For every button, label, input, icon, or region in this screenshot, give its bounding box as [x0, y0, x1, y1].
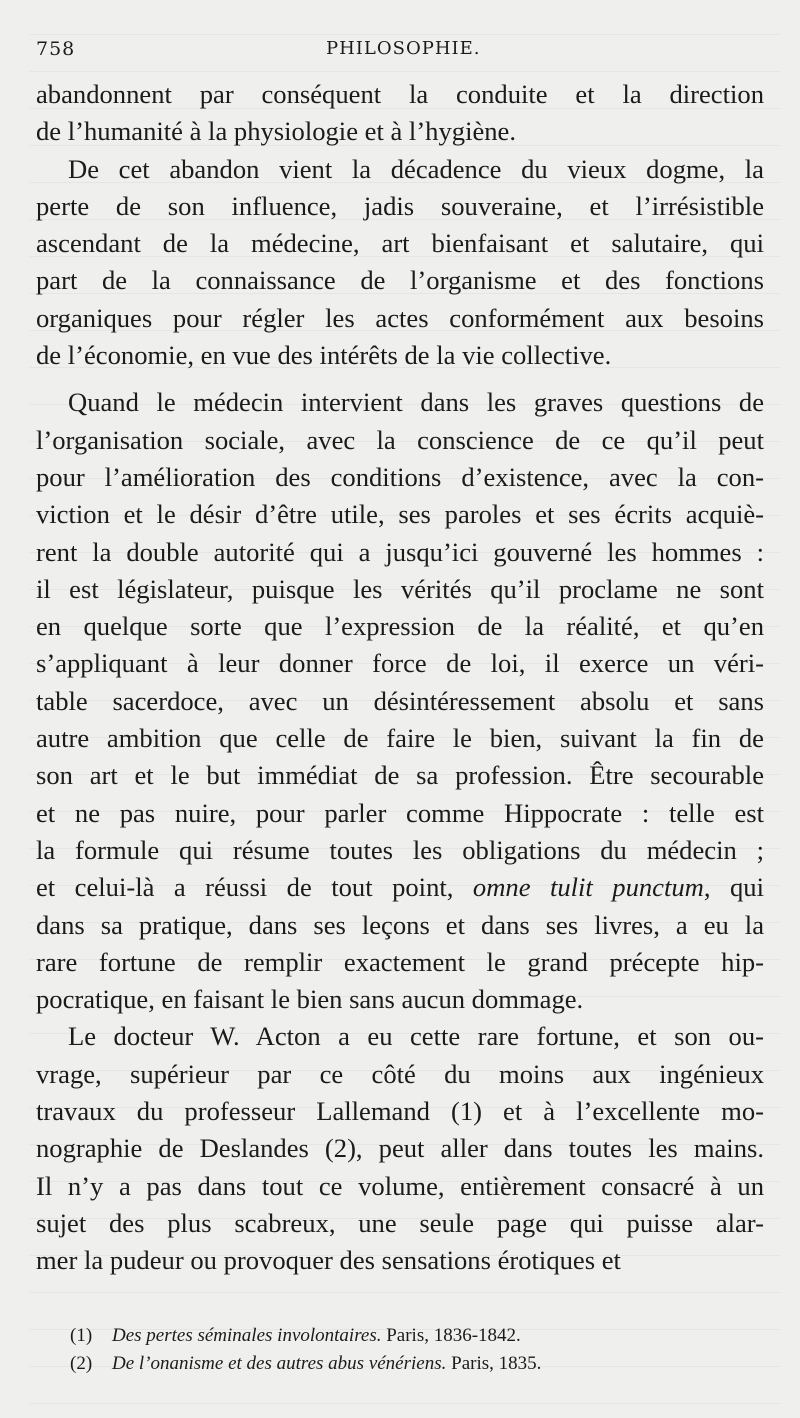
page-header — [36, 38, 760, 62]
text-line: rent la double autorité qui a jusqu’ici gouverné les hommes : — [36, 536, 764, 567]
footnote-title: De l’onanisme et des autres abus vénériens. — [112, 1353, 447, 1374]
text-line: autre ambition que celle de faire le bien, suivant la fin de — [36, 723, 764, 754]
text-line: il est législateur, puisque les vérités qu’il proclame ne sont — [36, 573, 764, 604]
text-line: organiques pour régler les actes conformément aux besoins — [36, 302, 764, 333]
text-line: l’organisation sociale, avec la conscience de ce qu’il peut — [36, 424, 764, 455]
text-line: part de la connaissance de l’organisme et des fonctions — [36, 265, 764, 296]
text-line: vrage, supérieur par ce côté du moins aux ingénieux — [36, 1058, 764, 1089]
text-line: viction et le désir d’être utile, ses paroles et ses écrits acquiè- — [36, 499, 764, 530]
page-number: 758 — [36, 38, 76, 60]
text-line: en quelque sorte que l’expression de la réalité, et qu’en — [36, 611, 764, 642]
bleed-through-line — [30, 1292, 780, 1293]
text-line: sujet des plus scabreux, une seule page qui puisse alar- — [36, 1207, 764, 1238]
paragraph — [36, 1018, 764, 1279]
text-line: nographie de Deslandes (2), peut aller dans toutes les mains. — [36, 1133, 764, 1164]
text-line: Quand le médecin intervient dans les graves questions de — [68, 387, 764, 418]
footnote-title: Des pertes séminales involontaires. — [112, 1325, 382, 1346]
text-line: son art et le but immédiat de sa profession. Être secourable — [36, 760, 764, 791]
text-line: et celui-là a réussi de tout point, omne tulit punctum, qui — [36, 872, 764, 903]
bleed-through-line — [30, 71, 780, 72]
text-line: Le docteur W. Acton a eu cette rare fortune, et son ou- — [68, 1021, 764, 1052]
footnote-publication: Paris, 1835. — [446, 1353, 542, 1374]
footnote-number: (1) — [70, 1325, 93, 1346]
text-line: perte de son influence, jadis souveraine, et l’irrésistible — [36, 190, 764, 221]
text-line: et ne pas nuire, pour parler comme Hippocrate : telle est — [36, 797, 764, 828]
footnote — [70, 1322, 750, 1350]
text-line: travaux du professeur Lallemand (1) et à l’excellente mo- — [36, 1096, 764, 1127]
bleed-through-line — [30, 1403, 780, 1404]
text-line: ascendant de la médecine, art bienfaisant et salutaire, qui — [36, 228, 764, 259]
text-line: de l’économie, en vue des intérêts de la vie collective. — [36, 340, 612, 371]
text-line: pocratique, en faisant le bien sans aucun dommage. — [36, 984, 584, 1015]
footnotes — [70, 1322, 750, 1378]
paragraph — [36, 151, 764, 375]
paragraph — [36, 384, 764, 1018]
text-line: dans sa pratique, dans ses leçons et dans ses livres, a eu la — [36, 909, 764, 940]
bleed-through-line — [30, 34, 780, 35]
footnote-publication: Paris, 1836-1842. — [381, 1325, 521, 1346]
body-text — [36, 76, 764, 1280]
text-line: pour l’amélioration des conditions d’existence, avec la con- — [36, 461, 764, 492]
text-line: rare fortune de remplir exactement le grand précepte hip- — [36, 946, 764, 977]
text-line: mer la pudeur ou provoquer des sensations érotiques et — [36, 1245, 621, 1276]
running-head: PHILOSOPHIE. — [326, 38, 481, 59]
text-line: abandonnent par conséquent la conduite et la direction — [36, 79, 764, 109]
text-line: de l’humanité à la physiologie et à l’hygiène. — [36, 116, 517, 147]
text-line: la formule qui résume toutes les obligations du médecin ; — [36, 834, 764, 865]
paragraph — [36, 76, 764, 151]
footnote-number: (2) — [70, 1353, 93, 1374]
text-line: Il n’y a pas dans tout ce volume, entièrement consacré à un — [36, 1170, 764, 1201]
text-line: s’appliquant à leur donner force de loi, il exerce un véri- — [36, 648, 764, 679]
text-line: De cet abandon vient la décadence du vieux dogme, la — [68, 153, 764, 184]
text-line: table sacerdoce, avec un désintéressement absolu et sans — [36, 685, 764, 716]
footnote — [70, 1350, 750, 1378]
